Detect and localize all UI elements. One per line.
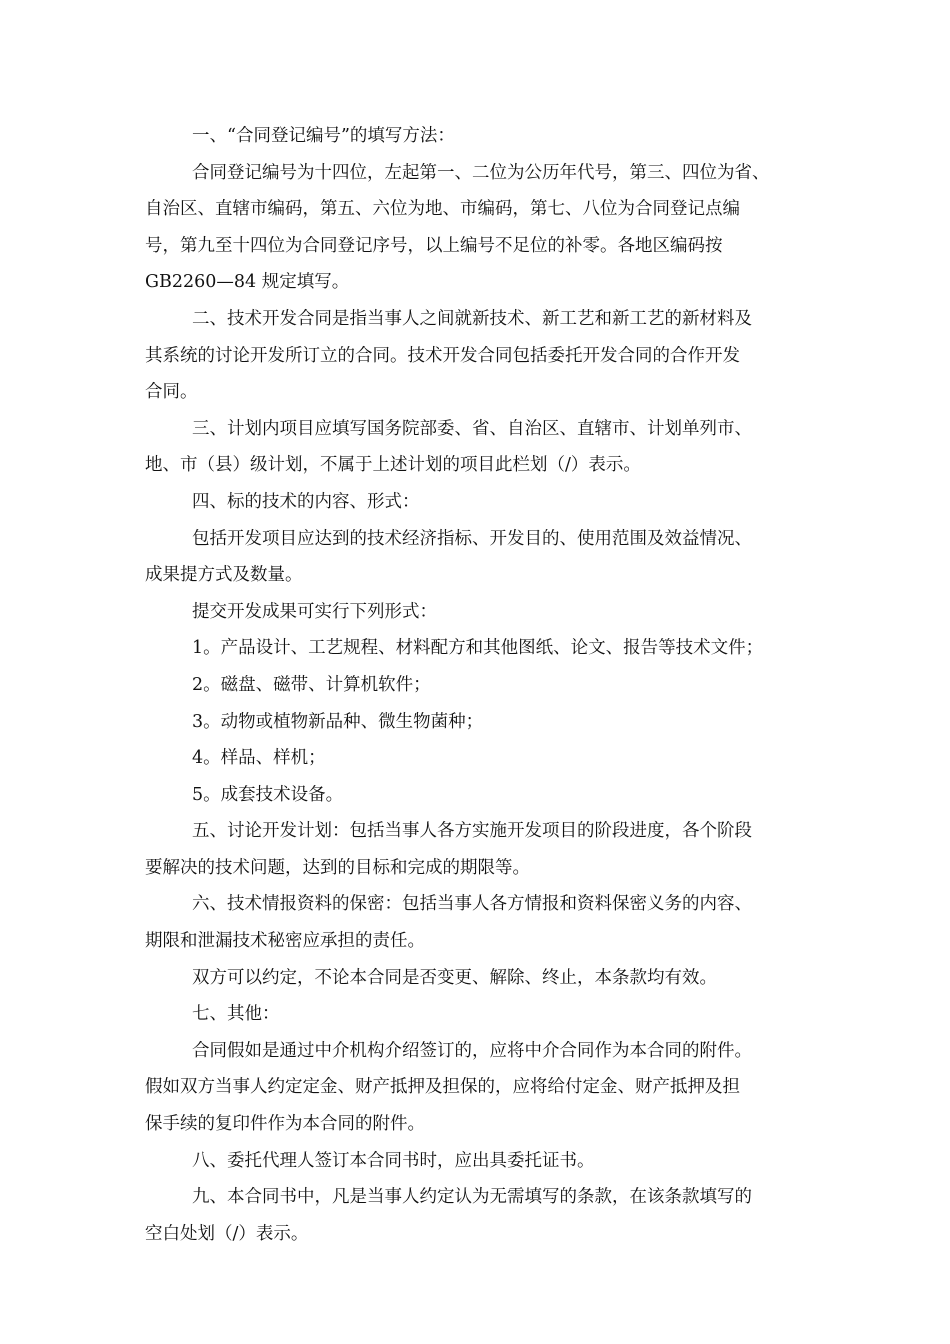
text-line: 合同。 bbox=[145, 382, 198, 403]
text-line: 七、其他： bbox=[192, 1004, 280, 1025]
document-body bbox=[145, 118, 825, 1252]
text-line: 六、技术情报资料的保密：包括当事人各方情报和资料保密义务的内容、 bbox=[192, 894, 752, 915]
text-line: 要解决的技术问题，达到的目标和完成的期限等。 bbox=[145, 857, 530, 878]
text-line: 成果提方式及数量。 bbox=[145, 565, 303, 586]
text-line: 1。产品设计、工艺规程、材料配方和其他图纸、论文、报告等技术文件； bbox=[192, 638, 764, 659]
text-line: 其系统的讨论开发所订立的合同。技术开发合同包括委托开发合同的合作开发 bbox=[145, 345, 740, 366]
text-line: 双方可以约定，不论本合同是否变更、解除、终止，本条款均有效。 bbox=[192, 967, 717, 988]
text-line: 2。磁盘、磁带、计算机软件； bbox=[192, 674, 431, 695]
text-line: 合同登记编号为十四位，左起第一、二位为公历年代号，第三、四位为省、 bbox=[192, 162, 770, 183]
text-line: 包括开发项目应达到的技术经济指标、开发目的、使用范围及效益情况、 bbox=[192, 528, 752, 549]
text-line: 九、本合同书中，凡是当事人约定认为无需填写的条款，在该条款填写的 bbox=[192, 1187, 752, 1208]
text-line: 二、技术开发合同是指当事人之间就新技术、新工艺和新工艺的新材料及 bbox=[192, 308, 752, 329]
text-line: 三、计划内项目应填写国务院部委、省、自治区、直辖市、计划单列市、 bbox=[192, 418, 752, 439]
text-line: 八、委托代理人签订本合同书时，应出具委托证书。 bbox=[192, 1150, 595, 1171]
text-line: GB2260—84 规定填写。 bbox=[145, 272, 350, 293]
text-line: 五、讨论开发计划：包括当事人各方实施开发项目的阶段进度，各个阶段 bbox=[192, 821, 752, 842]
text-line: 自治区、直辖市编码，第五、六位为地、市编码，第七、八位为合同登记点编 bbox=[145, 199, 740, 220]
text-line: 一、“合同登记编号”的填写方法： bbox=[192, 126, 455, 146]
text-line: 号，第九至十四位为合同登记序号，以上编号不足位的补零。各地区编码按 bbox=[145, 235, 723, 256]
text-line: 合同假如是通过中介机构介绍签订的，应将中介合同作为本合同的附件。 bbox=[192, 1040, 752, 1061]
text-line: 5。成套技术设备。 bbox=[192, 784, 344, 805]
text-line: 四、标的技术的内容、形式： bbox=[192, 491, 420, 512]
text-line: 假如双方当事人约定定金、财产抵押及担保的，应将给付定金、财产抵押及担 bbox=[145, 1077, 740, 1098]
text-line: 地、市（县）级计划，不属于上述计划的项目此栏划（/）表示。 bbox=[145, 455, 641, 476]
text-line: 期限和泄漏技术秘密应承担的责任。 bbox=[145, 931, 425, 952]
text-line: 提交开发成果可实行下列形式： bbox=[192, 601, 437, 622]
text-line: 空白处划（/）表示。 bbox=[145, 1223, 309, 1244]
text-line: 4。样品、样机； bbox=[192, 748, 326, 769]
text-line: 3。动物或植物新品种、微生物菌种； bbox=[192, 711, 484, 732]
text-line: 保手续的复印件作为本合同的附件。 bbox=[145, 1114, 425, 1135]
